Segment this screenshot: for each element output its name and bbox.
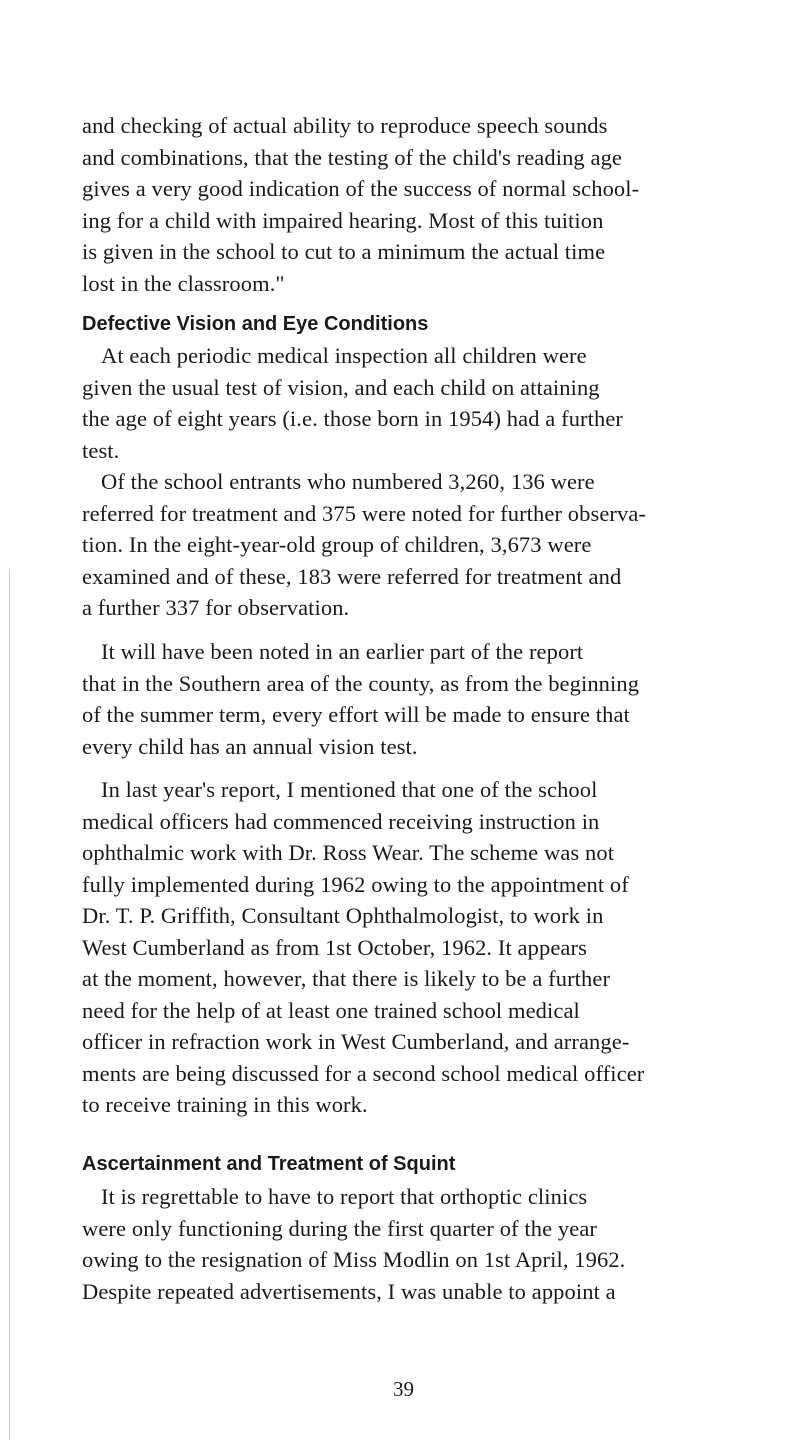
text-line: tion. In the eight-year-old group of children, 3,673 were: [82, 532, 592, 557]
text-line: Of the school entrants who numbered 3,260, 136 were: [101, 469, 595, 494]
text-line: to receive training in this work.: [82, 1092, 368, 1117]
section-heading-defective-vision: Defective Vision and Eye Conditions: [82, 313, 429, 335]
text-line: were only functioning during the first quarter of the year: [82, 1215, 598, 1241]
text-line: ing for a child with impaired hearing. Most of this tuition: [82, 207, 604, 233]
paragraph-school-entrants: [82, 466, 782, 624]
text-line: Dr. T. P. Griffith, Consultant Ophthalmologist, to work in: [82, 903, 604, 928]
scan-margin-line: [9, 570, 10, 1440]
paragraph-periodic-inspection: [82, 340, 782, 466]
paragraph-southern-area: [82, 636, 782, 762]
text-line: test.: [82, 437, 120, 463]
text-line: It will have been noted in an earlier part of the report: [101, 639, 584, 664]
text-line: In last year's report, I mentioned that one of the school: [101, 777, 598, 802]
paragraph-orthoptic-clinics: [82, 1181, 782, 1307]
text-line: that in the Southern area of the county, as from the beginning: [82, 670, 640, 696]
text-line: Despite repeated advertisements, I was unable to appoint a: [82, 1278, 616, 1304]
text-line: lost in the classroom.": [82, 270, 285, 296]
page-number: 39: [393, 1377, 414, 1401]
text-line: It is regrettable to have to report that orthoptic clinics: [101, 1184, 588, 1209]
text-line: officer in refraction work in West Cumberland, and arrange-: [82, 1029, 630, 1054]
text-line: and checking of actual ability to reproduce speech sounds: [82, 113, 608, 138]
text-line: at the moment, however, that there is likely to be a further: [82, 966, 611, 991]
text-line: referred for treatment and 375 were noted for further observa-: [82, 500, 647, 526]
text-line: and combinations, that the testing of the child's reading age: [82, 144, 623, 170]
paragraph-ophthalmic-training: [82, 774, 782, 1121]
text-line: is given in the school to cut to a minimum the actual time: [82, 239, 606, 264]
paragraph-speech-testing: [82, 110, 782, 299]
text-line: every child has an annual vision test.: [82, 733, 418, 759]
text-line: ophthalmic work with Dr. Ross Wear. The scheme was not: [82, 840, 615, 865]
text-line: gives a very good indication of the success of normal school-: [82, 176, 640, 201]
text-line: At each periodic medical inspection all children were: [101, 343, 587, 368]
text-line: owing to the resignation of Miss Modlin on 1st April, 1962.: [82, 1247, 626, 1272]
text-line: need for the help of at least one trained school medical: [82, 997, 580, 1023]
text-line: a further 337 for observation.: [82, 595, 350, 620]
text-line: fully implemented during 1962 owing to the appointment of: [82, 871, 629, 897]
text-line: of the summer term, every effort will be made to ensure that: [82, 702, 630, 727]
text-line: the age of eight years (i.e. those born in 1954) had a further: [82, 406, 624, 431]
text-line: West Cumberland as from 1st October, 1962. It appears: [82, 934, 587, 960]
text-line: medical officers had commenced receiving instruction in: [82, 808, 600, 834]
section-heading-squint: Ascertainment and Treatment of Squint: [82, 1153, 456, 1175]
text-line: given the usual test of vision, and each child on attaining: [82, 374, 600, 400]
text-line: examined and of these, 183 were referred for treatment and: [82, 563, 622, 589]
text-line: ments are being discussed for a second school medical officer: [82, 1060, 645, 1086]
